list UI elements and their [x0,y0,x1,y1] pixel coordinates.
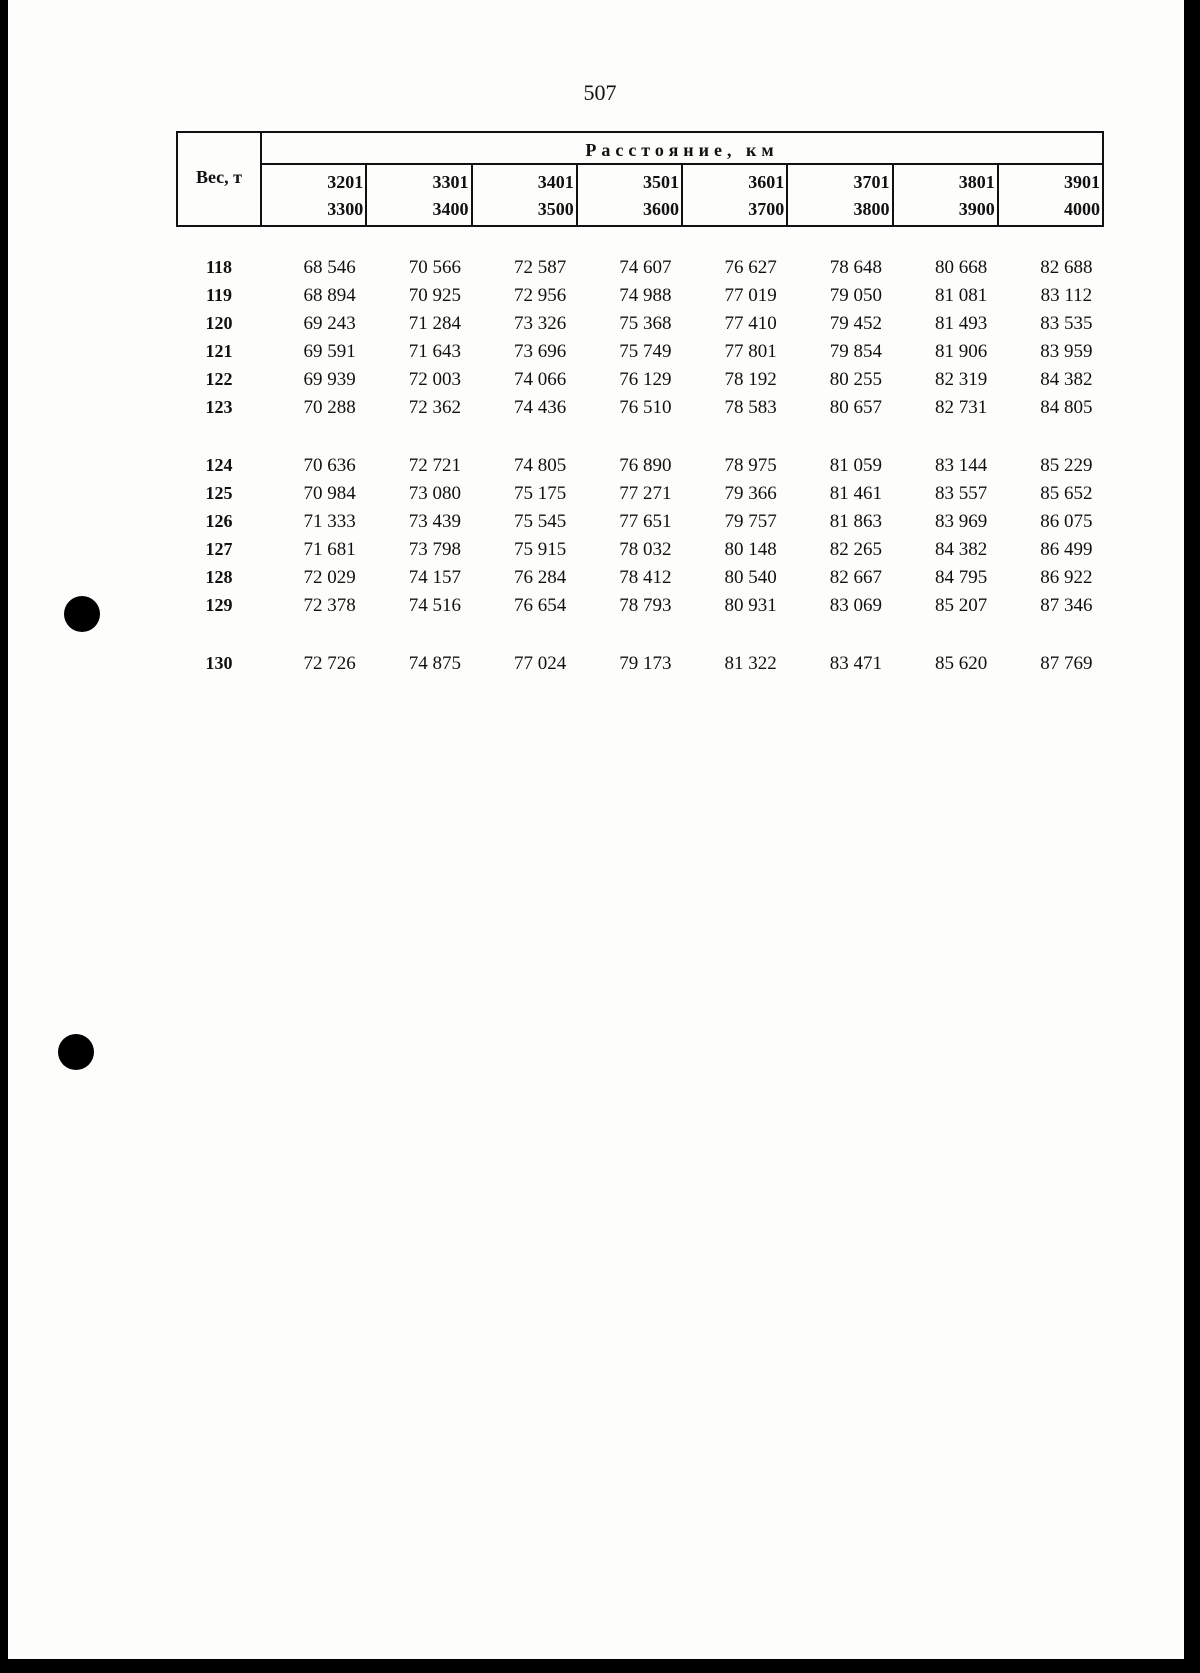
spacer-cell [177,425,1103,455]
tariff-value-cell: 79 854 [829,341,882,362]
table-row [177,511,1103,539]
tariff-value-cell: 68 546 [303,257,356,278]
tariff-value-cell: 74 157 [408,567,461,588]
range-from: 3901 [1064,172,1100,192]
tariff-value-cell: 71 333 [303,511,356,532]
tariff-value-cell: 68 894 [303,285,356,306]
tariff-value-cell: 73 080 [408,483,461,504]
tariff-value-cell: 79 366 [724,483,777,504]
tariff-value-cell: 69 591 [303,341,356,362]
distance-range-header [787,164,892,226]
tariff-value-cell: 79 757 [724,511,777,532]
tariff-value-cell: 74 436 [514,397,567,418]
distance-range-header [577,164,682,226]
tariff-value-cell: 70 925 [408,285,461,306]
tariff-value-cell: 76 284 [514,567,567,588]
tariff-value-cell: 83 959 [1040,341,1093,362]
tariff-value-cell: 71 284 [408,313,461,334]
tariff-value-cell: 84 382 [1040,369,1093,390]
range-from: 3601 [748,172,785,192]
tariff-value-cell: 76 129 [619,369,672,390]
tariff-value-cell: 72 956 [514,285,567,306]
tariff-value-cell: 78 032 [619,539,672,560]
tariff-value-cell: 72 378 [303,595,356,616]
tariff-value-cell: 80 255 [829,369,882,390]
tariff-value-cell: 84 795 [935,567,988,588]
tariff-value-cell: 86 075 [1040,511,1093,532]
range-to: 3600 [643,199,679,219]
tariff-value-cell: 87 769 [1040,653,1093,674]
tariff-value-cell: 78 648 [829,257,882,278]
tariff-value-cell: 79 050 [829,285,882,306]
tariff-value-cell: 77 410 [724,313,777,334]
tariff-value-cell: 77 801 [724,341,777,362]
tariff-value-cell: 72 362 [408,397,461,418]
table-row [177,595,1103,623]
table-row [177,313,1103,341]
weight-cell: 120 [205,313,233,333]
distance-range-row [177,164,1103,226]
tariff-value-cell: 77 271 [619,483,672,504]
tariff-value-cell: 82 667 [829,567,882,588]
tariff-value-cell: 78 793 [619,595,672,616]
range-to: 3300 [327,199,364,219]
tariff-value-cell: 82 731 [935,397,988,418]
range-from: 3401 [537,172,574,192]
tariff-value-cell: 73 798 [408,539,461,560]
range-from: 3701 [853,172,890,192]
tariff-value-cell: 74 607 [619,257,672,278]
distance-header: Расстояние, км [261,132,1103,164]
weight-cell: 130 [205,653,233,673]
table-row [177,653,1103,681]
tariff-value-cell: 76 510 [619,397,672,418]
tariff-value-cell: 69 939 [303,369,356,390]
tariff-value-cell: 81 906 [935,341,988,362]
weight-cell: 125 [205,483,233,503]
table-row [177,455,1103,483]
tariff-value-cell: 81 863 [829,511,882,532]
punch-hole [58,1034,94,1070]
range-from: 3801 [958,172,995,192]
weight-cell: 129 [205,595,233,615]
table-row [177,483,1103,511]
range-to: 3800 [853,199,890,219]
table-row [177,539,1103,567]
punch-hole [64,596,100,632]
tariff-value-cell: 80 657 [829,397,882,418]
tariff-value-cell: 81 461 [829,483,882,504]
table-row [177,397,1103,425]
tariff-value-cell: 83 144 [935,455,988,476]
tariff-value-cell: 69 243 [303,313,356,334]
distance-range-header [998,164,1103,226]
tariff-value-cell: 84 382 [935,539,988,560]
table-body [177,226,1103,681]
weight-cell: 123 [205,397,233,417]
distance-range-header [682,164,787,226]
tariff-value-cell: 81 081 [935,285,988,306]
weight-cell: 127 [205,539,233,559]
page-number: 507 [583,80,617,105]
tariff-value-cell: 81 322 [724,653,777,674]
tariff-value-cell: 72 029 [303,567,356,588]
tariff-value-cell: 73 439 [408,511,461,532]
tariff-value-cell: 75 545 [514,511,567,532]
tariff-value-cell: 77 024 [514,653,567,674]
tariff-value-cell: 78 975 [724,455,777,476]
range-to: 4000 [1064,199,1100,219]
tariff-value-cell: 73 696 [514,341,567,362]
tariff-value-cell: 75 749 [619,341,672,362]
tariff-value-cell: 77 019 [724,285,777,306]
tariff-value-cell: 73 326 [514,313,567,334]
distance-range-header [366,164,471,226]
tariff-value-cell: 72 587 [514,257,567,278]
tariff-value-cell: 82 688 [1040,257,1093,278]
tariff-value-cell: 79 452 [829,313,882,334]
tariff-value-cell: 75 915 [514,539,567,560]
range-to: 3900 [958,199,995,219]
table-row [177,369,1103,397]
tariff-value-cell: 85 652 [1040,483,1093,504]
tariff-value-cell: 83 535 [1040,313,1093,334]
range-from: 3301 [432,172,469,192]
table-row [177,285,1103,313]
tariff-value-cell: 81 493 [935,313,988,334]
tariff-value-cell: 80 148 [724,539,777,560]
tariff-value-cell: 84 805 [1040,397,1093,418]
tariff-value-cell: 83 969 [935,511,988,532]
distance-range-header [261,164,366,226]
tariff-value-cell: 71 643 [408,341,461,362]
tariff-value-cell: 78 412 [619,567,672,588]
tariff-value-cell: 81 059 [829,455,882,476]
tariff-value-cell: 77 651 [619,511,672,532]
tariff-value-cell: 86 922 [1040,567,1093,588]
range-to: 3500 [537,199,574,219]
tariff-value-cell: 70 984 [303,483,356,504]
tariff-value-cell: 76 627 [724,257,777,278]
weight-cell: 118 [205,257,232,277]
tariff-value-cell: 72 726 [303,653,356,674]
tariff-value-cell: 80 540 [724,567,777,588]
tariff-value-cell: 70 566 [408,257,461,278]
distance-range-header [893,164,998,226]
tariff-value-cell: 80 668 [935,257,988,278]
tariff-value-cell: 78 192 [724,369,777,390]
tariff-value-cell: 74 066 [514,369,567,390]
tariff-value-cell: 72 003 [408,369,461,390]
table-row [177,226,1103,285]
tariff-value-cell: 71 681 [303,539,356,560]
tariff-value-cell: 87 346 [1040,595,1093,616]
weight-cell: 122 [205,369,233,389]
tariff-value-cell: 83 557 [935,483,988,504]
weight-cell: 119 [205,285,232,305]
tariff-value-cell: 79 173 [619,653,672,674]
range-from: 3501 [643,172,679,192]
range-from: 3201 [327,172,364,192]
tariff-value-cell: 75 368 [619,313,672,334]
weight-cell: 126 [205,511,233,531]
spacer-cell [177,623,1103,653]
tariff-value-cell: 85 620 [935,653,988,674]
tariff-value-cell: 74 805 [514,455,567,476]
tariff-value-cell: 72 721 [408,455,461,476]
tariff-value-cell: 83 112 [1040,285,1093,306]
range-to: 3400 [432,199,469,219]
tariff-value-cell: 78 583 [724,397,777,418]
table-row [177,341,1103,369]
group-spacer [177,623,1103,653]
group-spacer [177,425,1103,455]
weight-column-header: Вес, т [177,132,261,226]
tariff-value-cell: 76 654 [514,595,567,616]
tariff-value-cell: 85 207 [935,595,988,616]
tariff-value-cell: 74 988 [619,285,672,306]
tariff-value-cell: 82 319 [935,369,988,390]
tariff-value-cell: 74 875 [408,653,461,674]
tariff-value-cell: 85 229 [1040,455,1093,476]
tariff-value-cell: 70 288 [303,397,356,418]
tariff-value-cell: 82 265 [829,539,882,560]
tariff-value-cell: 75 175 [514,483,567,504]
weight-cell: 128 [205,567,233,587]
range-to: 3700 [748,199,785,219]
weight-cell: 124 [205,455,233,475]
tariff-value-cell: 80 931 [724,595,777,616]
tariff-table [176,131,1104,681]
tariff-value-cell: 76 890 [619,455,672,476]
tariff-value-cell: 70 636 [303,455,356,476]
tariff-value-cell: 83 471 [829,653,882,674]
distance-range-header [472,164,577,226]
tariff-value-cell: 86 499 [1040,539,1093,560]
tariff-value-cell: 83 069 [829,595,882,616]
weight-cell: 121 [205,341,233,361]
table-row [177,567,1103,595]
tariff-value-cell: 74 516 [408,595,461,616]
